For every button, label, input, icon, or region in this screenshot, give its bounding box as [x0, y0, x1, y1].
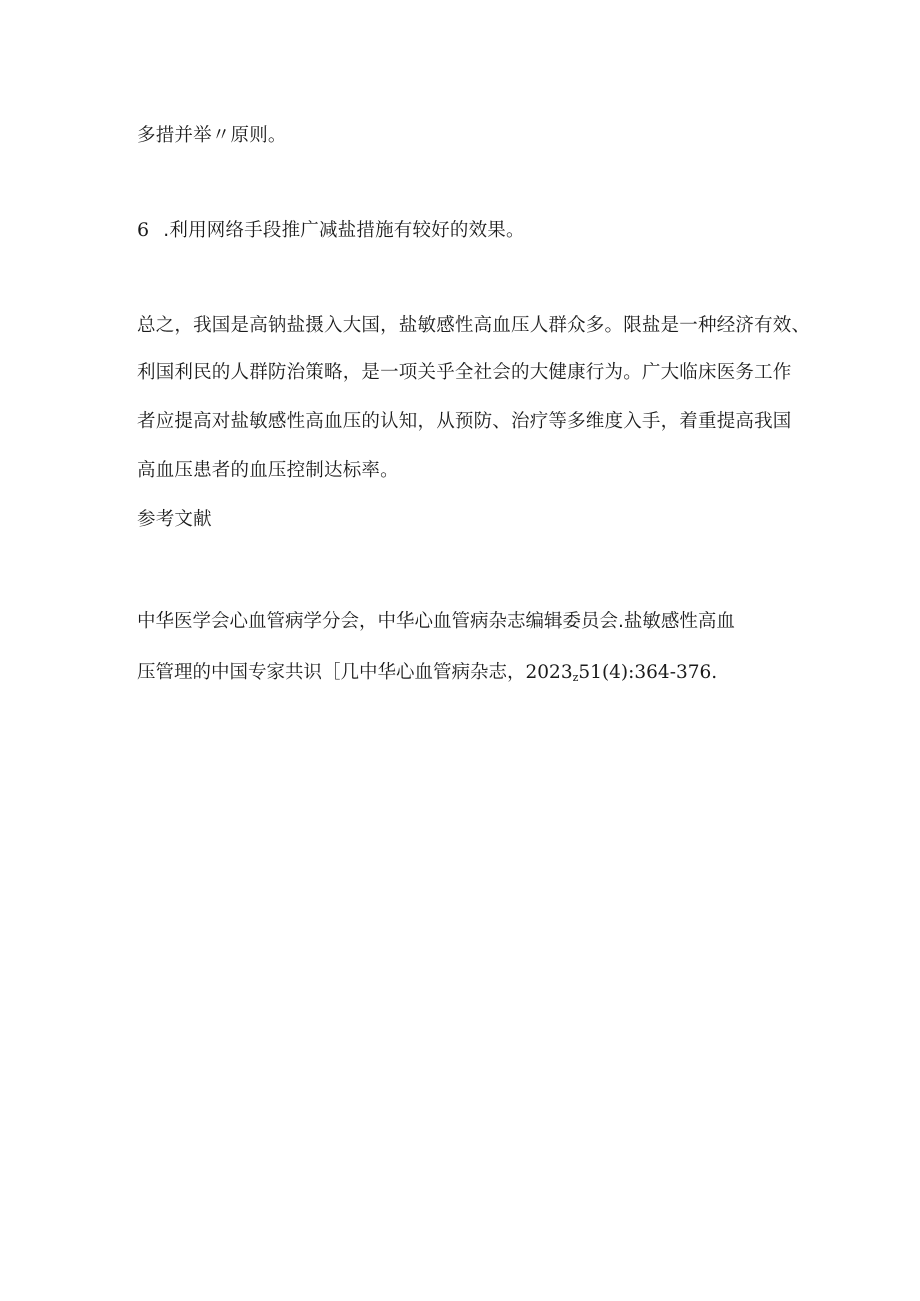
continuation-text: 多措并举〃原则。 [137, 125, 287, 146]
reference-year: 2023 [525, 662, 573, 683]
reference-citation-text: 压管理的中国专家共识［几中华心血管病杂志， [137, 662, 526, 683]
reference-volume-pages: 51(4):364-376. [578, 662, 718, 683]
conclusion-line-2: 利国利民的人群防治策略，是一项关乎全社会的大健康行为。广大临床医务工作 [137, 362, 792, 383]
reference-line-2 [137, 661, 717, 690]
list-item-text: .利用网络手段推广减盐措施有较好的效果。 [163, 220, 525, 241]
reference-line-1: 中华医学会心血管病学分会，中华心血管病杂志编辑委员会.盐敏感性高血 [137, 611, 735, 632]
conclusion-line-1: 总之，我国是高钠盐摄入大国，盐敏感性高血压人群众多。限盐是一种经济有效、 [137, 315, 811, 336]
reference-separator: z [572, 671, 579, 684]
conclusion-line-3: 者应提高对盐敏感性高血压的认知，从预防、治疗等多维度入手，着重提高我国 [137, 411, 792, 432]
list-item-6 [137, 218, 525, 243]
conclusion-line-4: 高血压患者的血压控制达标率。 [137, 460, 399, 481]
list-item-number: 6 [137, 219, 150, 241]
references-heading: 参考文献 [137, 509, 212, 530]
